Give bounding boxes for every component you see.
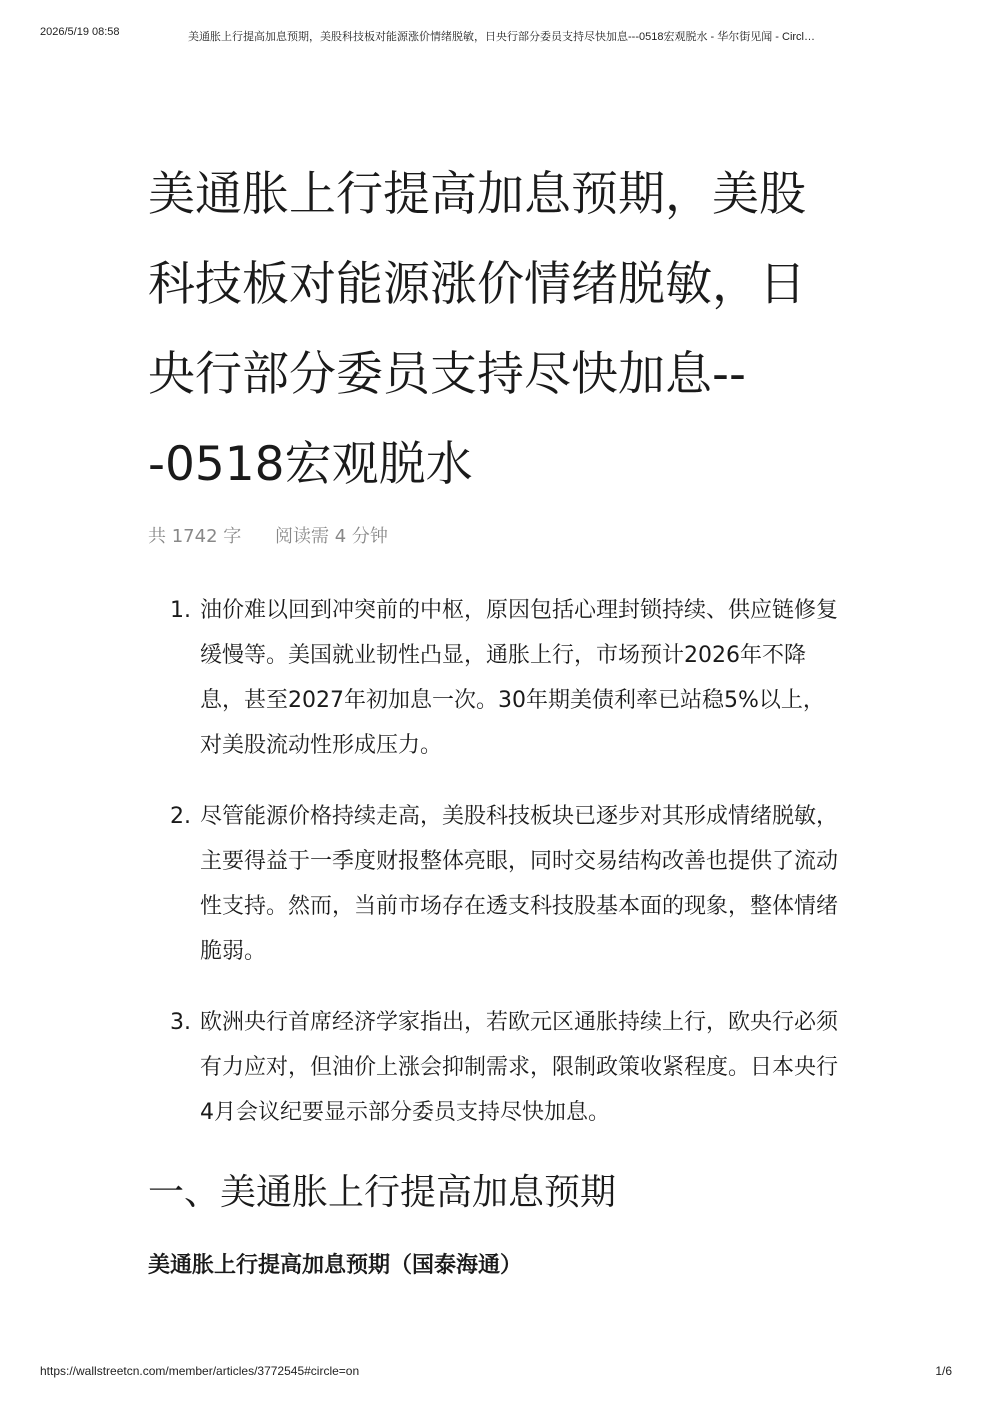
- page-number: 1/6: [935, 1364, 952, 1378]
- word-count: 共 1742 字: [148, 526, 242, 547]
- summary-item-number: 2.: [170, 804, 191, 829]
- summary-item-number: 3.: [170, 1010, 191, 1035]
- summary-item-text: 油价难以回到冲突前的中枢，原因包括心理封锁持续、供应链修复缓慢等。美国就业韧性凸显，通胀上行，市场预计2026年不降息，甚至2027年初加息一次。30年期美债利率已站稳5%以上，对美股流动性形成压力。: [200, 598, 839, 758]
- summary-item: [148, 1000, 840, 1135]
- summary-item: [148, 588, 840, 768]
- read-time: 阅读需 4 分钟: [275, 526, 388, 547]
- print-doc-title: 美通胀上行提高加息预期，美股科技板对能源涨价情绪脱敏，日央行部分委员支持尽快加息---0518宏观脱水 - 华尔街见闻 - Circl…: [188, 31, 816, 43]
- print-date: 2026/5/19 08:58: [40, 26, 120, 38]
- sub-heading: 美通胀上行提高加息预期（国泰海通）: [148, 1253, 523, 1278]
- article-title: 美通胀上行提高加息预期，美股科技板对能源涨价情绪脱敏，日央行部分委员支持尽快加息---0518宏观脱水: [148, 167, 806, 492]
- summary-item: [148, 794, 840, 974]
- summary-item-text: 尽管能源价格持续走高，美股科技板块已逐步对其形成情绪脱敏，主要得益于一季度财报整体亮眼，同时交易结构改善也提供了流动性支持。然而，当前市场存在透支科技股基本面的现象，整体情绪脆弱。: [200, 804, 839, 964]
- summary-item-text: 欧洲央行首席经济学家指出，若欧元区通胀持续上行，欧央行必须有力应对，但油价上涨会抑制需求，限制政策收紧程度。日本央行4月会议纪要显示部分委员支持尽快加息。: [200, 1010, 839, 1125]
- print-url: https://wallstreetcn.com/member/articles/3772545#circle=on: [40, 1364, 360, 1378]
- article-meta: [148, 522, 848, 552]
- section-heading: 一、美通胀上行提高加息预期: [148, 1172, 617, 1213]
- summary-list: [148, 588, 848, 1135]
- article: [148, 150, 848, 1283]
- summary-item-number: 1.: [170, 598, 191, 623]
- print-header: [40, 26, 952, 44]
